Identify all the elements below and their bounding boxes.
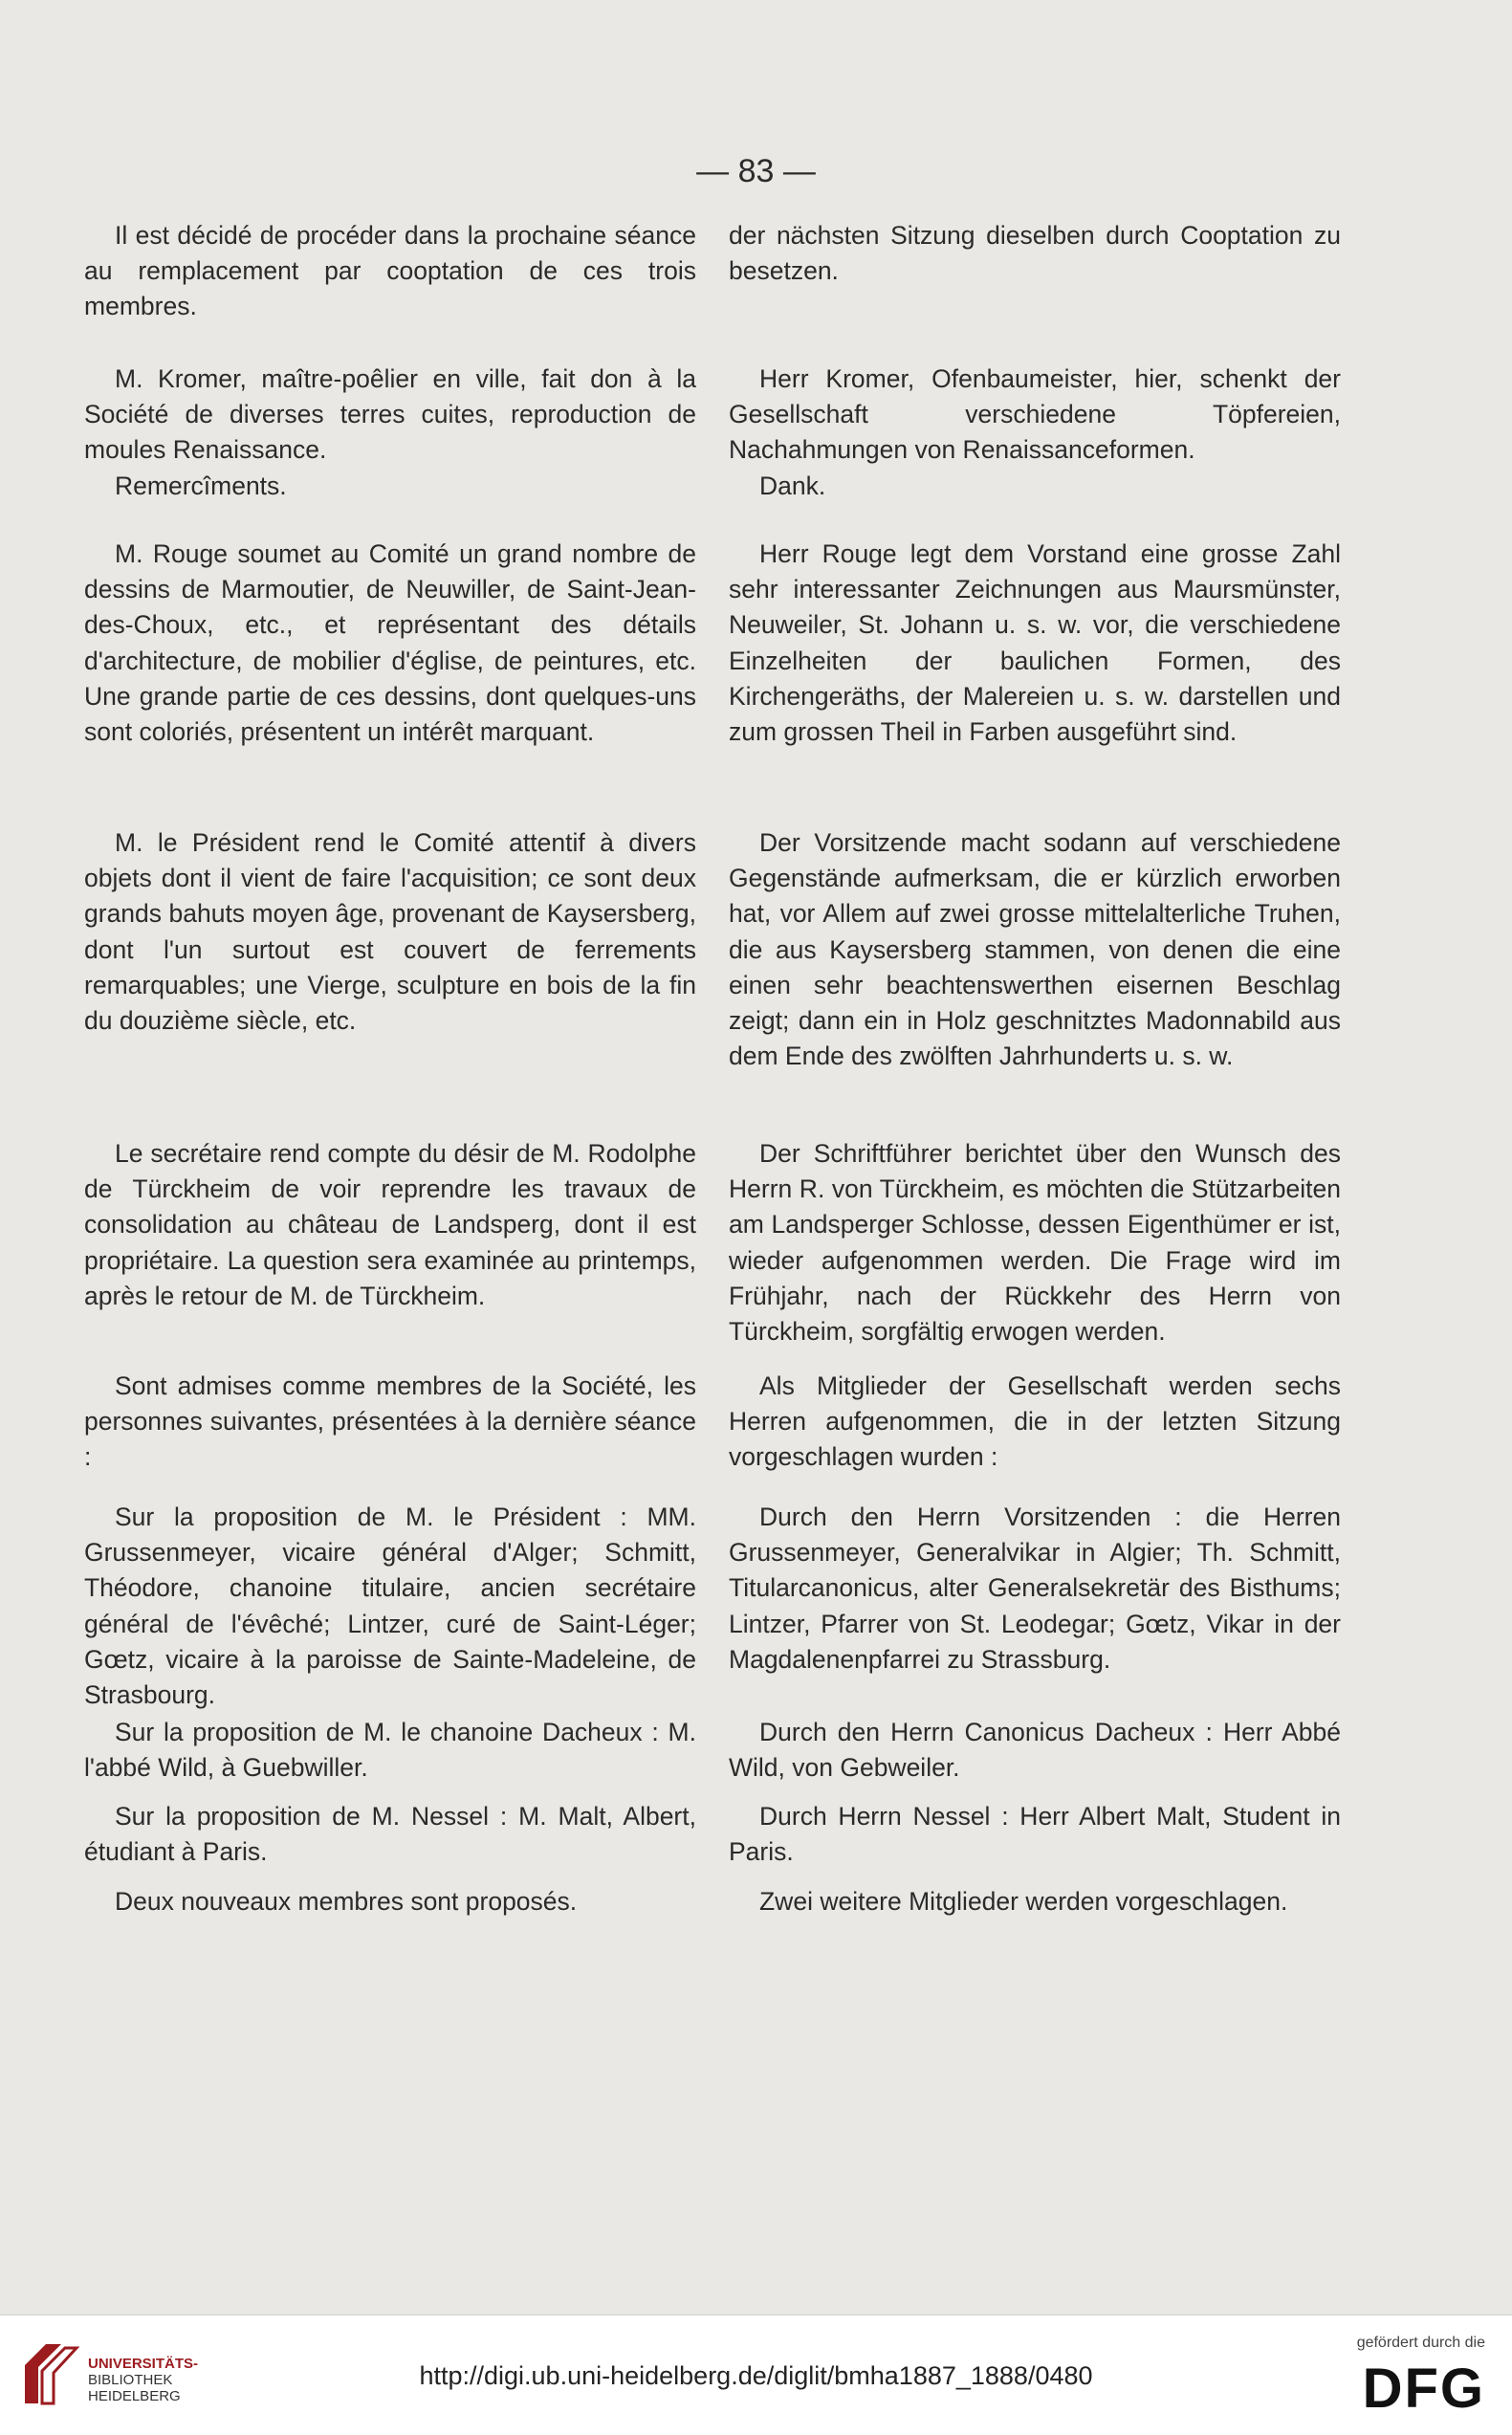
library-name-line: HEIDELBERG: [88, 2388, 181, 2404]
paragraph: Als Mitglieder der Gesellschaft werden sechs Herren aufgenommen, die in der letzten Sitzung vorgeschlagen wurden :: [729, 1371, 1341, 1472]
paragraph: M. Kromer, maître-poêlier en ville, fait don à la Société de diverses terres cuites, reproduction de moules Renaissance.: [84, 364, 696, 465]
paragraph-block: [729, 1136, 1341, 1349]
paragraph: Sont admises comme membres de la Société, les personnes suivantes, présentées à la dernière séance :: [84, 1371, 696, 1472]
paragraph-block: [84, 825, 696, 1039]
footer-bar: [0, 2314, 1512, 2435]
page-number: — 83 —: [696, 153, 816, 189]
paragraph: Zwei weitere Mitglieder werden vorgeschlagen.: [759, 1887, 1288, 1916]
paragraph-block: [729, 1500, 1341, 1678]
paragraph: Dank.: [759, 471, 826, 500]
paragraph: Durch Herrn Nessel : Herr Albert Malt, Student in Paris.: [729, 1802, 1341, 1867]
paragraph: der nächsten Sitzung dieselben durch Cooptation zu besetzen.: [729, 221, 1341, 286]
library-name-line: BIBLIOTHEK: [88, 2372, 173, 2388]
paragraph: Sur la proposition de M. le Président : MM. Grussenmeyer, vicaire général d'Alger; Schmitt, Théodore, chanoine titulaire, ancien secrétaire général de l'évêché; Lintzer, curé de Saint-Léger; Gœtz, vicaire à la paroisse de Sainte-Madeleine, de Strasbourg.: [84, 1503, 696, 1710]
paragraph-block: [84, 218, 696, 325]
paragraph: M. Rouge soumet au Comité un grand nombre de dessins de Marmoutier, de Neuwiller, de Saint-Jean-des-Choux, etc., et représentant des détails d'architecture, de mobilier d'église, de peintures, etc. Une grande partie de ces dessins, dont quelques-uns sont coloriés, présentent un intérêt marquant.: [84, 539, 696, 747]
paragraph-block: [729, 1799, 1341, 1870]
paragraph-block: [84, 1799, 696, 1870]
paragraph-block: [729, 218, 1341, 289]
paragraph-block: [84, 1884, 696, 1919]
paragraph-block: [729, 362, 1341, 504]
paragraph-block: [84, 1715, 696, 1786]
paragraph-block: [729, 1884, 1341, 1919]
paragraph: Sur la proposition de M. le chanoine Dacheux : M. l'abbé Wild, à Guebwiller.: [84, 1718, 696, 1783]
paragraph: M. le Président rend le Comité attentif à divers objets dont il vient de faire l'acquisition; ce sont deux grands bahuts moyen âge, provenant de Kaysersberg, dont l'un surtout est couvert de ferrements remarquables; une Vierge, sculpture en bois de la fin du douzième siècle, etc.: [84, 828, 696, 1036]
source-url-link[interactable]: http://digi.ub.uni-heidelberg.de/diglit/bmha1887_1888/0480: [419, 2361, 1093, 2390]
paragraph-block: [84, 1500, 696, 1713]
paragraph: Herr Rouge legt dem Vorstand eine grosse Zahl sehr interessanter Zeichnungen aus Maursmünster, Neuweiler, St. Johann u. s. w. vor, die verschiedene Einzelheiten der baulichen Formen, des Kirchengeräths, der Malereien u. s. w. darstellen und zum grossen Theil in Farben ausgeführt sind.: [729, 539, 1341, 747]
paragraph-block: [84, 1136, 696, 1314]
library-name-line: UNIVERSITÄTS-: [88, 2356, 199, 2372]
paragraph: Remercîments.: [115, 471, 287, 500]
paragraph: Il est décidé de procéder dans la prochaine séance au remplacement par cooptation de ces trois membres.: [84, 221, 696, 321]
paragraph-block: [729, 537, 1341, 750]
paragraph-block: [729, 1369, 1341, 1476]
paragraph: Deux nouveaux membres sont proposés.: [115, 1887, 578, 1916]
paragraph: Le secrétaire rend compte du désir de M. Rodolphe de Türckheim de voir reprendre les travaux de consolidation au château de Landsperg, dont il est propriétaire. La question sera examinée au printemps, après le retour de M. de Türckheim.: [84, 1139, 696, 1310]
paragraph: Der Schriftführer berichtet über den Wunsch des Herrn R. von Türckheim, es möchten die Stützarbeiten am Landsperger Schlosse, dessen Eigenthümer er ist, wieder aufgenommen werden. Die Frage wird im Frühjahr, nach der Rückkehr des Herrn von Türckheim, sorgfältig erwogen werden.: [729, 1139, 1341, 1347]
paragraph-block: [84, 362, 696, 504]
paragraph: Durch den Herrn Canonicus Dacheux : Herr Abbé Wild, von Gebweiler.: [729, 1718, 1341, 1783]
paragraph-block: [729, 1715, 1341, 1786]
funded-by-text: gefördert durch die: [1356, 2335, 1485, 2351]
paragraph-block: [84, 537, 696, 750]
paragraph-block: [729, 825, 1341, 1074]
paragraph: Herr Kromer, Ofenbaumeister, hier, schenkt der Gesellschaft verschiedene Töpfereien, Nachahmungen von Renaissanceformen.: [729, 364, 1341, 465]
dfg-logo: DFG: [1362, 2358, 1485, 2420]
paragraph: Sur la proposition de M. Nessel : M. Malt, Albert, étudiant à Paris.: [84, 1802, 696, 1867]
paragraph: Durch den Herrn Vorsitzenden : die Herren Grussenmeyer, Generalvikar in Algier; Th. Schmitt, Titularcanonicus, alter Generalsekretär des Bisthums; Lintzer, Pfarrer von St. Leodegar; Gœtz, Vikar in der Magdalenenpfarrei zu Strassburg.: [729, 1503, 1341, 1674]
paragraph-block: [84, 1369, 696, 1476]
paragraph: Der Vorsitzende macht sodann auf verschiedene Gegenstände aufmerksam, die er kürzlich erworben hat, vor Allem auf zwei grosse mittelalterliche Truhen, die aus Kaysersberg stammen, von denen die eine einen sehr beachtenswerthen eisernen Beschlag zeigt; dann ein in Holz geschnitztes Madonnabild aus dem Ende des zwölften Jahrhunderts u. s. w.: [729, 828, 1341, 1071]
